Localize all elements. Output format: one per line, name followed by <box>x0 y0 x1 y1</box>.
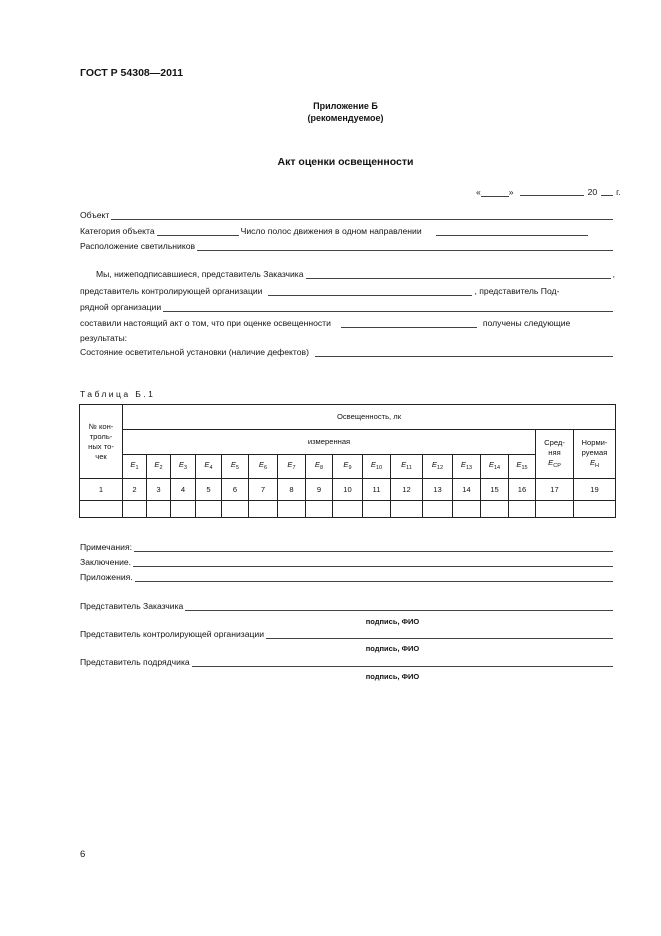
table-cell-empty <box>423 501 453 518</box>
signature-caption: подпись, ФИО <box>365 617 420 626</box>
column-number: 8 <box>278 479 306 501</box>
th-e-symbol: E <box>343 460 349 469</box>
field-lights-blank <box>197 241 613 251</box>
notes-blank <box>134 542 613 552</box>
table-caption: Таблица Б.1 <box>80 389 156 399</box>
th-e-sub: 2 <box>159 465 163 471</box>
rep-contractor-label: Представитель подрядчика <box>80 657 190 667</box>
table-cell-empty <box>222 501 249 518</box>
th-norm-symbol: E <box>589 457 596 467</box>
th-points-line: троль- <box>89 431 113 441</box>
th-e-symbol: E <box>516 460 522 469</box>
th-e-sub: 1 <box>135 465 139 471</box>
date-year-blank <box>601 186 613 196</box>
th-e-symbol: E <box>431 460 437 469</box>
date-year: 20 <box>587 187 598 197</box>
date-open-quote: « <box>476 187 481 197</box>
column-number: 11 <box>363 479 391 501</box>
th-e-sub: 7 <box>292 465 296 471</box>
body-p6: Состояние осветительной установки (наличие дефектов) <box>80 347 309 357</box>
th-e-measurement <box>147 455 171 479</box>
th-illuminance: Освещенность, лк <box>123 405 616 430</box>
th-control-points <box>80 405 123 479</box>
body-line-5 <box>80 332 615 344</box>
th-norm-line: руемая <box>581 447 608 457</box>
rep-control-blank <box>266 629 613 639</box>
th-e-sub: 3 <box>184 465 188 471</box>
th-points-line: ных то- <box>88 441 114 451</box>
th-e-measurement <box>391 455 423 479</box>
th-e-symbol: E <box>178 460 184 469</box>
body-line-6 <box>80 346 615 358</box>
th-e-symbol: E <box>230 460 236 469</box>
signature-caption: подпись, ФИО <box>365 644 420 653</box>
field-object-blank <box>111 210 613 220</box>
column-number: 4 <box>171 479 196 501</box>
th-e-sub: 5 <box>236 465 240 471</box>
column-number: 17 <box>536 479 574 501</box>
table-cell-empty <box>574 501 616 518</box>
column-number: 9 <box>306 479 333 501</box>
signature-caption: подпись, ФИО <box>365 672 420 681</box>
table-cell-empty <box>147 501 171 518</box>
th-e-symbol: E <box>460 460 466 469</box>
th-e-symbol: E <box>204 460 210 469</box>
body-p2-blank <box>268 286 472 296</box>
table-cell-empty <box>306 501 333 518</box>
body-line-1 <box>80 268 615 280</box>
field-category-label: Категория объекта <box>80 226 155 236</box>
body-p5: результаты: <box>80 333 128 343</box>
body-p2: представитель контролирующей организации <box>80 286 263 296</box>
date-day-blank <box>481 187 509 197</box>
body-line-2 <box>80 285 615 297</box>
rep-customer-blank <box>185 601 613 611</box>
table-cell-empty <box>509 501 536 518</box>
body-p4: составили настоящий акт о том, что при оценке освещенности <box>80 318 331 328</box>
body-p3-blank <box>163 302 613 312</box>
field-category-blank <box>157 226 239 236</box>
date-month-blank <box>520 186 584 196</box>
column-number: 7 <box>249 479 278 501</box>
standard-number: ГОСТ Р 54308—2011 <box>80 67 184 79</box>
table-cell-empty <box>391 501 423 518</box>
column-number: 2 <box>123 479 147 501</box>
th-e-sub: 13 <box>465 465 473 471</box>
field-lights-label: Расположение светильников <box>80 241 196 251</box>
body-p2-end: , представитель Под- <box>474 286 560 296</box>
column-number: 16 <box>509 479 536 501</box>
conclusion-blank <box>133 557 613 567</box>
column-number: 12 <box>391 479 423 501</box>
th-e-sub: 10 <box>375 465 383 471</box>
th-e-sub: 9 <box>348 465 352 471</box>
th-norm-sub: Н <box>595 462 600 469</box>
rep-contractor <box>80 656 615 668</box>
field-lights <box>80 240 615 252</box>
notes-label: Примечания: <box>80 542 133 552</box>
field-object-label: Объект <box>80 210 110 220</box>
rep-customer-label: Представитель Заказчика <box>80 601 184 611</box>
body-p4-blank <box>341 318 477 328</box>
footer-attachments <box>80 571 615 583</box>
th-e-symbol: E <box>258 460 264 469</box>
field-category <box>80 225 615 237</box>
th-points-line: № кон- <box>88 421 114 431</box>
footer-conclusion <box>80 556 615 568</box>
body-p1-blank <box>306 269 611 279</box>
table-cell-empty <box>481 501 509 518</box>
conclusion-label: Заключение. <box>80 557 132 567</box>
body-line-3 <box>80 301 615 313</box>
th-e-measurement <box>363 455 391 479</box>
th-e-measurement <box>333 455 363 479</box>
th-norm-line: Норми- <box>581 437 608 447</box>
th-e-measurement <box>306 455 333 479</box>
column-number: 5 <box>196 479 222 501</box>
rep-customer <box>80 600 615 612</box>
column-number: 14 <box>453 479 481 501</box>
th-e-measurement <box>249 455 278 479</box>
date-year-suffix: г. <box>616 187 621 197</box>
table-cell-empty <box>363 501 391 518</box>
th-norm <box>574 430 616 479</box>
th-e-sub: 8 <box>320 465 324 471</box>
act-title: Акт оценки освещенности <box>277 156 414 168</box>
date-line <box>476 186 621 197</box>
table-cell-empty <box>249 501 278 518</box>
column-number: 15 <box>481 479 509 501</box>
th-e-sub: 4 <box>209 465 213 471</box>
body-line-4 <box>80 317 615 329</box>
table-cell-empty <box>123 501 147 518</box>
attachments-blank <box>135 572 613 582</box>
th-e-sub: 6 <box>264 465 268 471</box>
field-object <box>80 209 615 221</box>
th-points-line: чек <box>95 451 107 461</box>
field-lanes-label: Число полос движения в одном направлении <box>240 226 422 236</box>
illuminance-table <box>79 404 616 518</box>
th-average-line: няя <box>548 447 561 457</box>
column-number: 13 <box>423 479 453 501</box>
th-e-symbol: E <box>488 460 494 469</box>
th-e-sub: 15 <box>521 465 528 471</box>
footer-notes <box>80 541 615 553</box>
table-cell-empty <box>196 501 222 518</box>
th-e-symbol: E <box>287 460 293 469</box>
th-e-measurement <box>423 455 453 479</box>
th-e-measurement <box>171 455 196 479</box>
page-number: 6 <box>80 849 86 860</box>
rep-control <box>80 628 615 640</box>
th-e-sub: 14 <box>493 465 501 471</box>
th-e-sub: 12 <box>436 465 444 471</box>
table-cell-empty <box>453 501 481 518</box>
table-cell-empty <box>278 501 306 518</box>
table-cell-empty <box>171 501 196 518</box>
column-number: 6 <box>222 479 249 501</box>
rep-control-label: Представитель контролирующей организации <box>80 629 264 639</box>
th-measured: измеренная <box>123 430 536 455</box>
field-lanes-blank <box>436 226 588 236</box>
th-e-measurement <box>123 455 147 479</box>
th-e-symbol: E <box>314 460 320 469</box>
column-number: 10 <box>333 479 363 501</box>
th-average-line: Сред- <box>544 437 565 447</box>
body-p1: Мы, нижеподписавшиеся, представитель Заказчика <box>96 269 304 279</box>
th-e-symbol: E <box>370 460 376 469</box>
column-number: 3 <box>147 479 171 501</box>
th-e-symbol: E <box>154 460 160 469</box>
table-cell-empty <box>333 501 363 518</box>
th-e-symbol: E <box>401 460 407 469</box>
th-average-symbol: E <box>548 457 554 467</box>
th-e-measurement <box>453 455 481 479</box>
th-e-measurement <box>278 455 306 479</box>
appendix-subtitle: (рекомендуемое) <box>307 113 384 123</box>
table-cell-empty <box>80 501 123 518</box>
th-e-sub: 11 <box>406 465 412 471</box>
table-cell-empty <box>536 501 574 518</box>
th-e-measurement <box>196 455 222 479</box>
th-average <box>536 430 574 479</box>
column-number: 19 <box>574 479 616 501</box>
body-p4-end: получены следующие <box>482 318 571 328</box>
th-e-measurement <box>222 455 249 479</box>
th-average-sub: СР <box>553 462 561 469</box>
body-p3: рядной организации <box>80 302 162 312</box>
th-e-measurement <box>481 455 509 479</box>
date-close-quote: » <box>508 187 514 197</box>
rep-contractor-blank <box>192 657 613 667</box>
th-e-measurement <box>509 455 536 479</box>
th-e-symbol: E <box>130 460 136 469</box>
body-p6-blank <box>315 347 613 357</box>
attachments-label: Приложения. <box>80 572 133 582</box>
appendix-title: Приложение Б <box>313 101 378 111</box>
body-p1-end: , <box>612 269 615 279</box>
column-number: 1 <box>80 479 123 501</box>
